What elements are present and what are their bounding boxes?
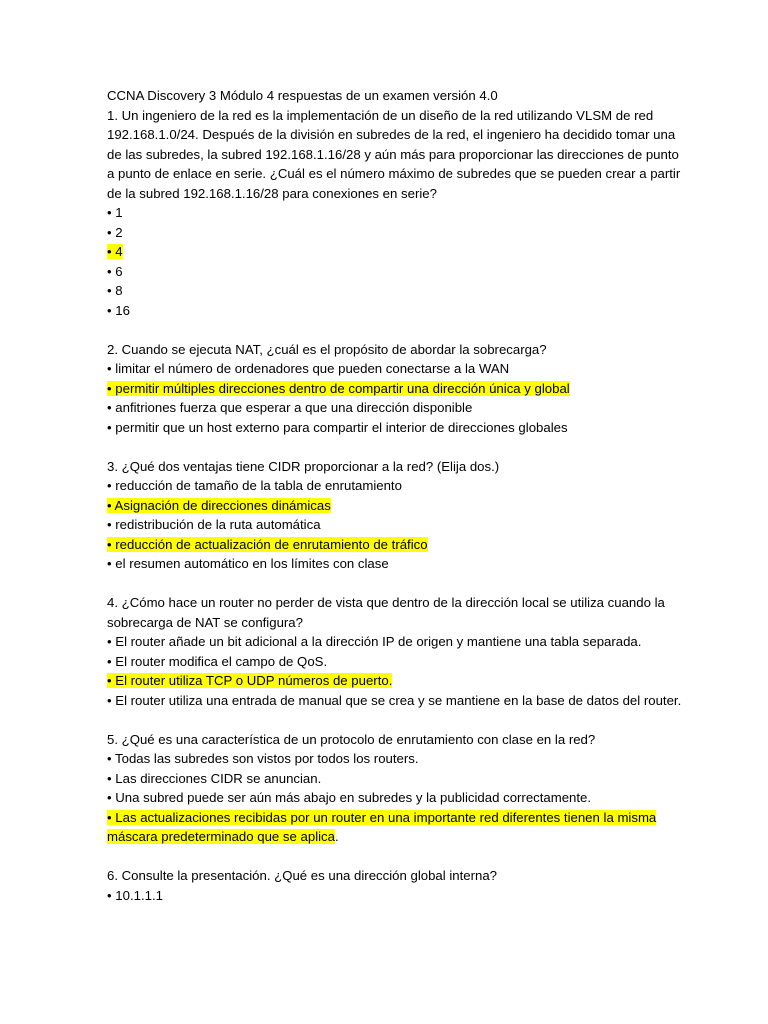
answer-option-text: • El router añade un bit adicional a la dirección IP de origen y mantiene una tabla separada. xyxy=(107,634,642,649)
question-3 xyxy=(107,457,667,574)
answer-option xyxy=(107,515,667,535)
answer-option-text: • Una subred puede ser aún más abajo en subredes y la publicidad correctamente. xyxy=(107,790,592,805)
answer-option-correct xyxy=(107,379,667,399)
answer-option xyxy=(107,769,667,789)
answer-option-text: • 8 xyxy=(107,283,123,298)
answer-option-correct xyxy=(107,808,667,828)
answer-option xyxy=(107,203,667,223)
question-text-line: 192.168.1.0/24. Después de la división en subredes de la red, el ingeniero ha decidido tomar una xyxy=(107,127,676,142)
question-4 xyxy=(107,593,682,710)
answer-option-correct xyxy=(107,671,667,691)
answer-option-text: • Todas las subredes son vistos por todos los routers. xyxy=(107,751,419,766)
answer-option xyxy=(107,262,667,282)
answer-option-text: • Las direcciones CIDR se anuncian. xyxy=(107,770,322,786)
answer-option xyxy=(107,788,667,808)
answer-option xyxy=(107,301,667,321)
answer-option xyxy=(107,223,667,243)
highlighted-answer: • permitir múltiples direcciones dentro de compartir una dirección única y global xyxy=(107,380,570,396)
answer-option-text: • el resumen automático en los límites con clase xyxy=(107,556,389,571)
answer-option xyxy=(107,749,667,769)
document-title: CCNA Discovery 3 Módulo 4 respuestas de un examen versión 4.0 xyxy=(107,88,498,103)
question-2 xyxy=(107,340,667,438)
spacer xyxy=(107,437,667,457)
answer-option-text: • 16 xyxy=(107,302,130,318)
question-1 xyxy=(107,106,681,321)
answer-option-text: • 1 xyxy=(107,205,123,220)
question-text-line: 6. Consulte la presentación. ¿Qué es una dirección global interna? xyxy=(107,868,498,883)
highlighted-answer: • Asignación de direcciones dinámicas xyxy=(107,497,331,513)
highlighted-answer: máscara predeterminado que se aplica xyxy=(107,829,335,844)
answer-option-text: • 2 xyxy=(107,224,123,240)
highlighted-answer: • El router utiliza TCP o UDP números de puerto. xyxy=(107,673,393,688)
highlighted-answer: • Las actualizaciones recibidas por un router en una importante red diferentes tienen la misma xyxy=(107,809,657,825)
question-text-line: 2. Cuando se ejecuta NAT, ¿cuál es el propósito de abordar la sobrecarga? xyxy=(107,341,547,357)
spacer xyxy=(107,320,667,340)
answer-option-text: • anfitriones fuerza que esperar a que una dirección disponible xyxy=(107,400,473,415)
question-6 xyxy=(107,866,667,905)
answer-option-text: • 6 xyxy=(107,263,123,279)
question-5 xyxy=(107,730,667,847)
answer-option xyxy=(107,652,667,672)
spacer xyxy=(107,847,667,867)
answer-option xyxy=(107,359,667,379)
answer-option-text: • El router utiliza una entrada de manual que se crea y se mantiene en la base de datos del router. xyxy=(107,692,682,708)
question-text-line: 5. ¿Qué es una característica de un protocolo de enrutamiento con clase en la red? xyxy=(107,731,596,747)
answer-option xyxy=(107,418,667,438)
answer-option xyxy=(107,691,682,711)
answer-option-text: • limitar el número de ordenadores que pueden conectarse a la WAN xyxy=(107,361,510,376)
spacer xyxy=(107,574,667,594)
answer-option xyxy=(107,398,667,418)
question-text-line: de las subredes, la subred 192.168.1.16/28 y aún más para proporcionar las direcciones de punto xyxy=(107,146,679,162)
answer-option-text: • 10.1.1.1 xyxy=(107,887,163,903)
question-text-line: 4. ¿Cómo hace un router no perder de vista que dentro de la dirección local se utiliza cuando la xyxy=(107,595,665,610)
answer-option-correct xyxy=(107,496,667,516)
question-text-line: 1. Un ingeniero de la red es la implementación de un diseño de la red utilizando VLSM de red xyxy=(107,107,654,123)
answer-option xyxy=(107,632,667,652)
answer-option-correct xyxy=(107,535,667,555)
answer-option-text: • reducción de tamaño de la tabla de enrutamiento xyxy=(107,478,402,493)
spacer xyxy=(107,710,667,730)
highlighted-answer: • 4 xyxy=(107,244,123,259)
answer-option xyxy=(107,886,667,906)
document-page xyxy=(107,86,682,905)
question-text-line: a punto de enlace en serie. ¿Cuál es el número máximo de subredes que se pueden crear a partir xyxy=(107,166,681,181)
answer-suffix: . xyxy=(334,829,339,844)
answer-option xyxy=(107,281,667,301)
answer-option-correct-continuation xyxy=(107,827,667,847)
answer-option-text: • redistribución de la ruta automática xyxy=(107,517,321,532)
answer-option xyxy=(107,554,667,574)
question-text-line: de la subred 192.168.1.16/28 para conexiones en serie? xyxy=(107,185,437,201)
answer-option-text: • El router modifica el campo de QoS. xyxy=(107,653,328,669)
answer-option-text: • permitir que un host externo para compartir el interior de direcciones globales xyxy=(107,419,568,435)
question-text-line: 3. ¿Qué dos ventajas tiene CIDR proporcionar a la red? (Elija dos.) xyxy=(107,458,500,474)
answer-option-correct xyxy=(107,242,667,262)
answer-option xyxy=(107,476,667,496)
highlighted-answer: • reducción de actualización de enrutamiento de tráfico xyxy=(107,536,428,552)
question-text-line: sobrecarga de NAT se configura? xyxy=(107,614,303,630)
